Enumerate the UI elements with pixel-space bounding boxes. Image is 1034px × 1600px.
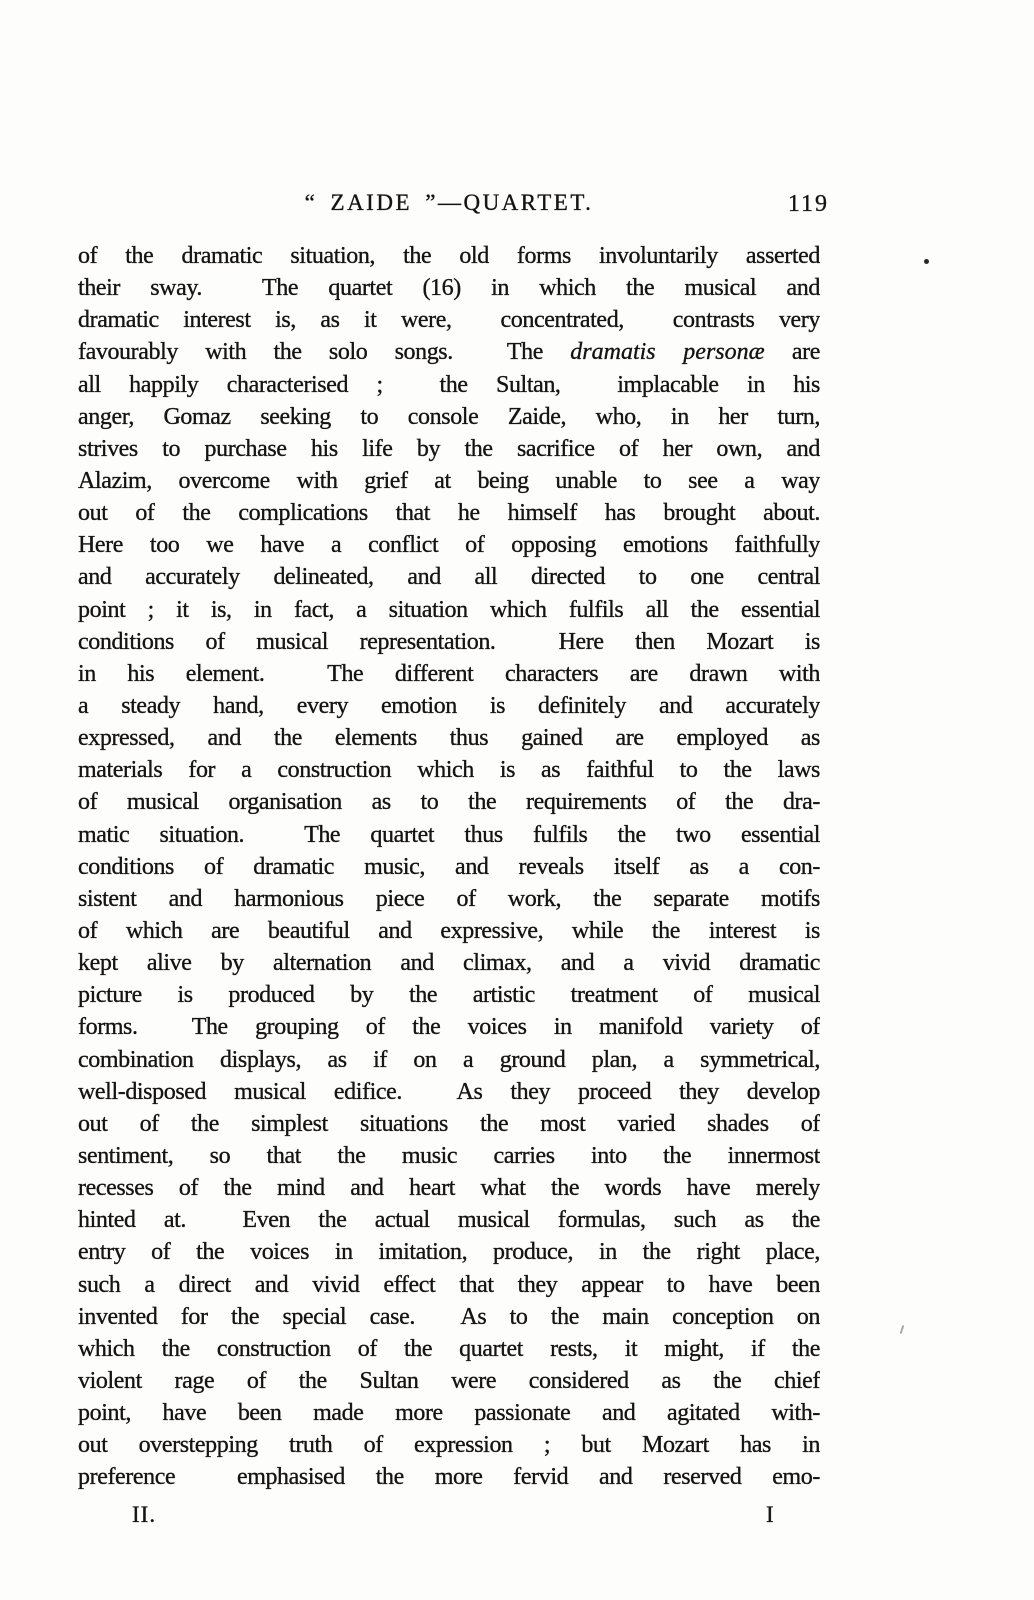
running-header: [78, 190, 829, 220]
text-line: Alazim, overcome with grief at being unable to see a way: [78, 467, 820, 494]
text-line: hinted at. Even the actual musical formulas, such as the: [78, 1207, 820, 1234]
text-line: out of the complications that he himself has brought about.: [78, 500, 820, 527]
text-line: conditions of musical representation. Here then Mozart is: [78, 628, 820, 655]
text-line: picture is produced by the artistic treatment of musical: [78, 982, 820, 1009]
text-line: combination displays, as if on a ground plan, a symmetrical,: [78, 1046, 820, 1073]
text-line: Here too we have a conflict of opposing emotions faithfully: [78, 532, 820, 559]
volume-mark: II.: [132, 1502, 157, 1527]
text-line: their sway. The quartet (16) in which the musical and: [78, 275, 820, 302]
text-line: forms. The grouping of the voices in manifold variety of: [78, 1014, 820, 1041]
text-line: entry of the voices in imitation, produce, in the right place,: [78, 1239, 820, 1266]
text-line: materials for a construction which is as faithful to the laws: [78, 757, 820, 784]
page-footer: [78, 1502, 820, 1532]
text-line: violent rage of the Sultan were considered as the chief: [78, 1367, 820, 1394]
text-line: and accurately delineated, and all directed to one central: [78, 564, 820, 591]
body-text: [78, 240, 820, 1493]
text-line: in his element. The different characters are drawn with: [78, 660, 820, 687]
signature-mark: I: [766, 1502, 774, 1527]
text-line: a steady hand, every emotion is definitely and accurately: [78, 692, 820, 719]
text-line: strives to purchase his life by the sacrifice of her own, and: [78, 435, 820, 462]
text-line: dramatic interest is, as it were, concentrated, contrasts very: [78, 307, 820, 334]
text-line: which the construction of the quartet rests, it might, if the: [78, 1335, 820, 1362]
text-line: well-disposed musical edifice. As they proceed they develop: [78, 1078, 820, 1105]
text-line: invented for the special case. As to the main conception on: [78, 1303, 820, 1330]
text-line: out overstepping truth of expression ; but Mozart has in: [78, 1432, 820, 1459]
text-line: of musical organisation as to the requirements of the dra-: [78, 789, 820, 816]
text-line: matic situation. The quartet thus fulfils the two essential: [78, 821, 820, 848]
text-line: sentiment, so that the music carries into the innermost: [78, 1142, 820, 1169]
text-line: kept alive by alternation and climax, and a vivid dramatic: [78, 950, 820, 977]
text-line: favourably with the solo songs. The dramatis personæ are: [78, 339, 820, 366]
page-number: 119: [787, 191, 829, 217]
scan-speck: [900, 1325, 905, 1334]
text-line: of which are beautiful and expressive, while the interest is: [78, 917, 820, 944]
text-line: of the dramatic situation, the old forms involuntarily asserted: [78, 243, 820, 269]
text-line: out of the simplest situations the most varied shades of: [78, 1110, 820, 1137]
running-title: “ ZAIDE ”—QUARTET.: [304, 190, 594, 215]
text-line: all happily characterised ; the Sultan, implacable in his: [78, 371, 820, 398]
text-line: recesses of the mind and heart what the words have merely: [78, 1175, 820, 1202]
text-line: anger, Gomaz seeking to console Zaide, who, in her turn,: [78, 403, 820, 430]
text-line: conditions of dramatic music, and reveals itself as a con-: [78, 853, 820, 880]
text-line: such a direct and vivid effect that they appear to have been: [78, 1271, 820, 1298]
text-line: preference emphasised the more fervid and reserved emo-: [78, 1464, 820, 1491]
text-line: point, have been made more passionate and agitated with-: [78, 1400, 820, 1427]
text-line: sistent and harmonious piece of work, the separate motifs: [78, 885, 820, 912]
text-line: expressed, and the elements thus gained are employed as: [78, 725, 820, 752]
text-line: point ; it is, in fact, a situation which fulfils all the essential: [78, 596, 820, 623]
scan-speck: [924, 259, 929, 264]
